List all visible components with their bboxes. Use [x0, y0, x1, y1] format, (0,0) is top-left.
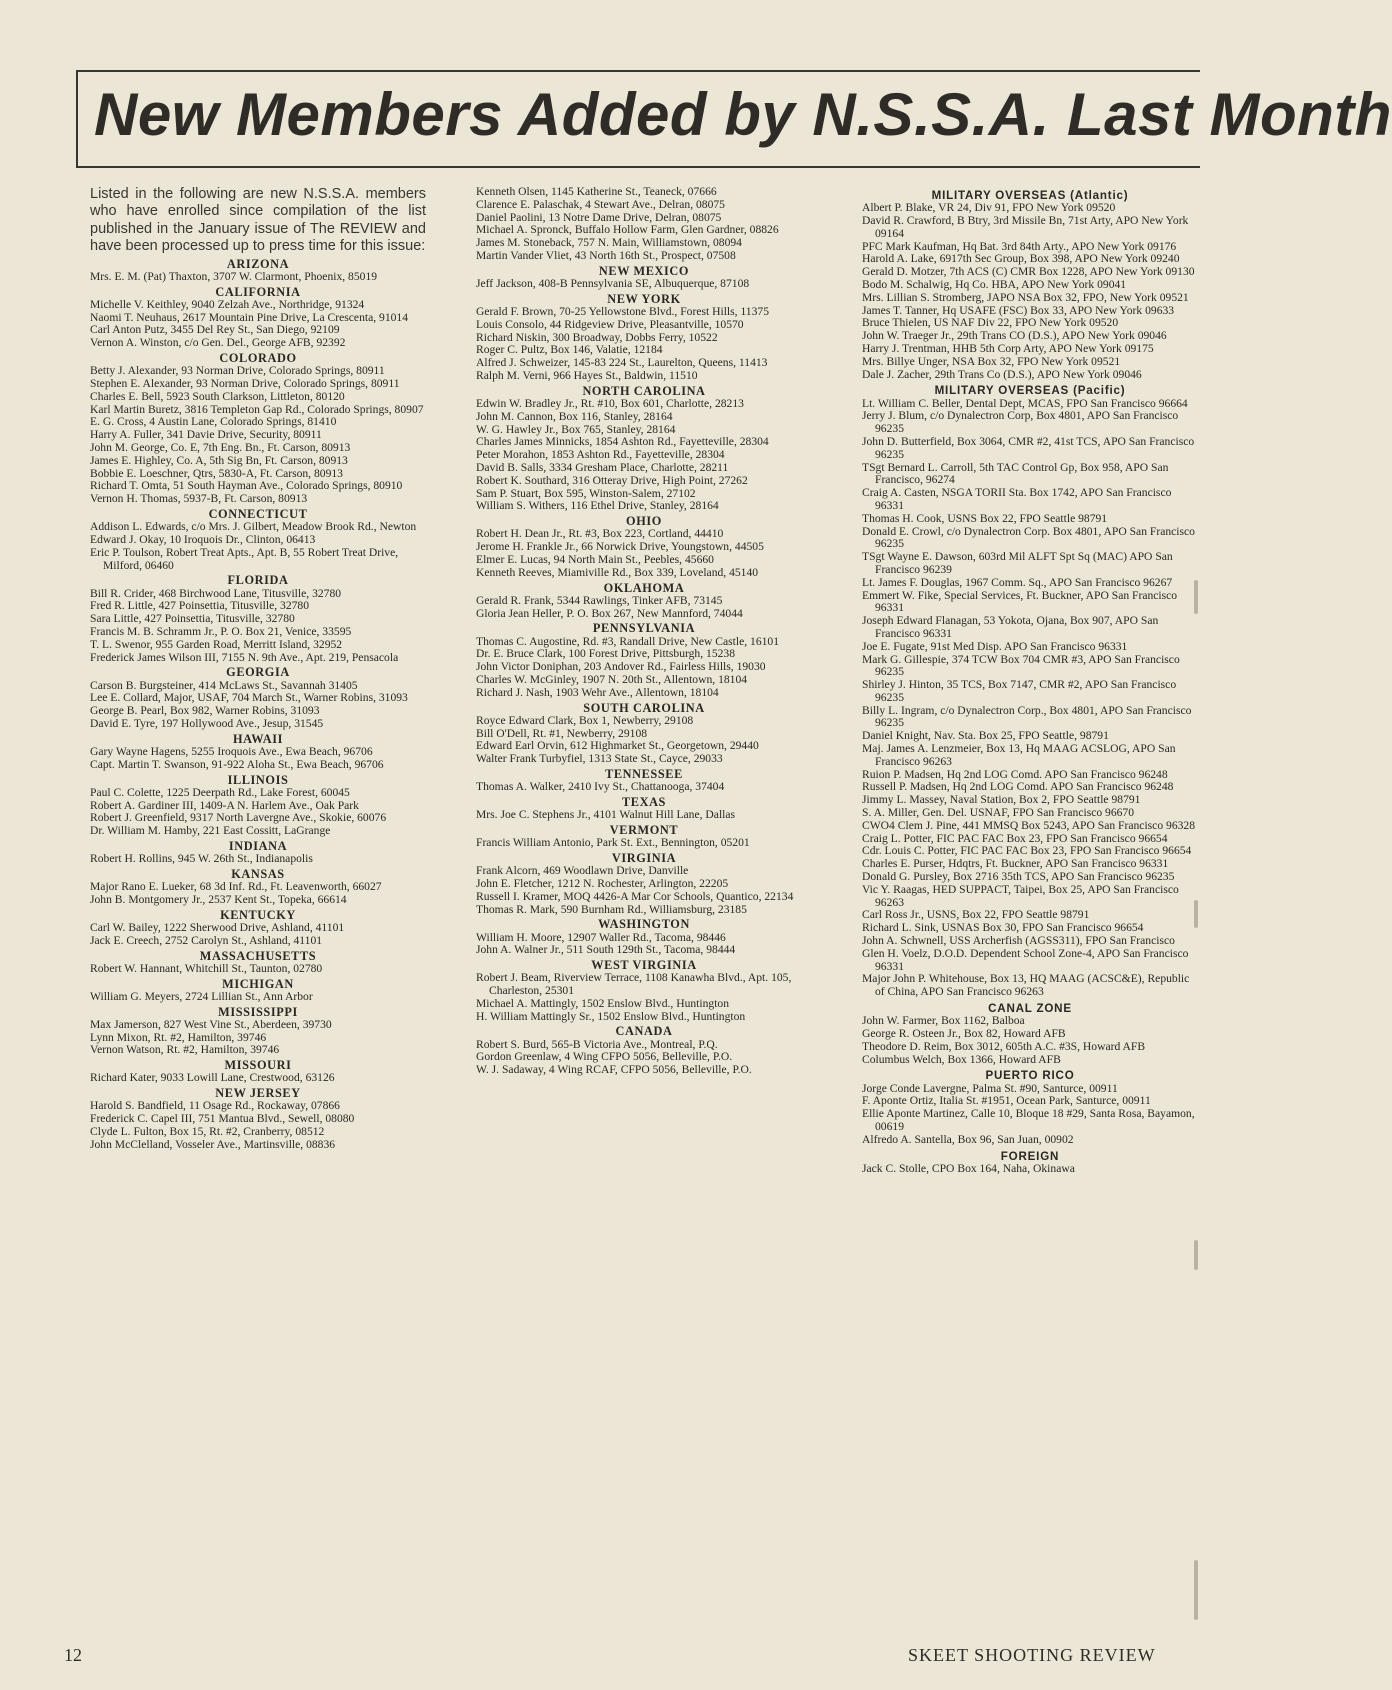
state-section	[476, 265, 812, 291]
section-heading: MICHIGAN	[222, 976, 294, 991]
section-heading: FLORIDA	[227, 573, 289, 588]
section-heading: SOUTH CAROLINA	[583, 700, 705, 715]
member-entry: John A. Walner Jr., 511 South 129th St., Tacoma, 98444	[476, 943, 736, 957]
state-section	[862, 1069, 1198, 1146]
section-heading: MILITARY OVERSEAS (Pacific)	[934, 384, 1126, 398]
member-entry: T. L. Swenor, 955 Garden Road, Merritt Island, 32952	[90, 637, 343, 651]
member-entry: Robert S. Burd, 565-B Victoria Ave., Montreal, P.Q.	[476, 1037, 718, 1051]
page-edge-mark	[1194, 1240, 1198, 1270]
section-heading: KENTUCKY	[220, 907, 296, 922]
member-entry: Paul C. Colette, 1225 Deerpath Rd., Lake Forest, 60045	[90, 785, 350, 799]
state-section	[90, 574, 426, 664]
member-entry: Robert H. Dean Jr., Rt. #3, Box 223, Cortland, 44410	[476, 527, 724, 541]
section-heading: COLORADO	[219, 351, 297, 366]
member-entry: Vernon A. Winston, c/o Gen. Del., George AFB, 92392	[90, 336, 346, 350]
state-section	[90, 258, 426, 284]
state-section	[862, 1002, 1198, 1066]
page-edge-mark	[1194, 1560, 1198, 1620]
member-entry: Major Rano E. Lueker, 68 3d Inf. Rd., Ft. Leavenworth, 66027	[90, 880, 382, 894]
member-entry: F. Aponte Ortiz, Italia St. #1951, Ocean Park, Santurce, 00911	[862, 1094, 1151, 1108]
section-heading: TENNESSEE	[605, 766, 683, 781]
member-entry: Jorge Conde Lavergne, Palma St. #90, Santurce, 00911	[862, 1081, 1118, 1095]
member-entry: John W. Farmer, Box 1162, Balboa	[862, 1014, 1025, 1028]
state-section	[90, 868, 426, 907]
member-entry: Robert J. Beam, Riverview Terrace, 1108 Kanawha Blvd., Apt. 105, Charleston, 25301	[476, 971, 792, 998]
member-entry: Robert H. Rollins, 945 W. 26th St., Indianapolis	[90, 852, 313, 866]
section-heading: CANAL ZONE	[988, 1002, 1072, 1016]
member-entry: Donald E. Crowl, c/o Dynalectron Corp. Box 4801, APO San Francisco 96235	[862, 524, 1195, 551]
member-entry: Richard Kater, 9033 Lowill Lane, Crestwood, 63126	[90, 1071, 335, 1085]
member-entry: James T. Tanner, Hq USAFE (FSC) Box 33, APO New York 09633	[862, 303, 1175, 317]
member-entry: Russell P. Madsen, Hq 2nd LOG Comd. APO San Francisco 96248	[862, 780, 1174, 794]
member-entry: Clyde L. Fulton, Box 15, Rt. #2, Cranberry, 08512	[90, 1124, 325, 1138]
member-entry: Joseph Edward Flanagan, 53 Yokota, Ojana, Box 907, APO San Francisco 96331	[862, 614, 1159, 640]
member-entry: Harry J. Trentman, HHB 5th Corp Arty, APO New York 09175	[862, 341, 1154, 355]
member-entry: John D. Butterfield, Box 3064, CMR #2, 41st TCS, APO San Francisco 96235	[862, 434, 1195, 461]
member-entry: Charles W. McGinley, 1907 N. 20th St., Allentown, 18104	[476, 672, 748, 686]
member-entry: Fred R. Little, 427 Poinsettia, Titusville, 32780	[90, 599, 310, 613]
member-entry: William H. Moore, 12907 Waller Rd., Tacoma, 98446	[476, 930, 726, 944]
member-entry: James M. Stoneback, 757 N. Main, Williamstown, 08094	[476, 236, 742, 250]
member-entry: Jack C. Stolle, CPO Box 164, Naha, Okinawa	[862, 1161, 1075, 1175]
member-entry: Vernon Watson, Rt. #2, Hamilton, 39746	[90, 1043, 280, 1057]
member-entry: Harold A. Lake, 6917th Sec Group, Box 398, APO New York 09240	[862, 252, 1180, 266]
state-section	[476, 702, 812, 766]
section-heading: NEW JERSEY	[215, 1086, 301, 1101]
member-entry: Louis Consolo, 44 Ridgeview Drive, Pleasantville, 10570	[476, 317, 744, 331]
member-entry: Harry A. Fuller, 341 Davie Drive, Security, 80911	[90, 428, 322, 442]
member-entry: Roger C. Pultz, Box 146, Valatie, 12184	[476, 343, 663, 357]
member-entry: Bill R. Crider, 468 Birchwood Lane, Titusville, 32780	[90, 586, 342, 600]
section-heading: OKLAHOMA	[603, 580, 685, 595]
member-entry: Eric P. Toulson, Robert Treat Apts., Apt. B, 55 Robert Treat Drive, Milford, 06460	[90, 545, 399, 572]
member-entry: TSgt Wayne E. Dawson, 603rd Mil ALFT Spt Sq (MAC) APO San Francisco 96239	[862, 550, 1173, 576]
state-section	[862, 189, 1198, 381]
state-section	[476, 959, 812, 1023]
member-entry: Richard J. Nash, 1903 Wehr Ave., Allentown, 18104	[476, 685, 719, 699]
member-entry: Thomas C. Augostine, Rd. #3, Randall Drive, New Castle, 16101	[476, 634, 780, 648]
state-section	[90, 508, 426, 572]
magazine-footer-title: SKEET SHOOTING REVIEW	[908, 1645, 1156, 1665]
member-entry: Gary Wayne Hagens, 5255 Iroquois Ave., Ewa Beach, 96706	[90, 744, 373, 758]
state-section	[862, 1150, 1198, 1176]
member-entry: Carl Anton Putz, 3455 Del Rey St., San Diego, 92109	[90, 323, 340, 337]
member-entry: Alfred J. Schweizer, 145-83 224 St., Laurelton, Queens, 11413	[476, 356, 768, 370]
section-heading: INDIANA	[228, 838, 288, 853]
member-entry: Martin Vander Vliet, 43 North 16th St., Prospect, 07508	[476, 248, 736, 262]
state-section	[90, 352, 426, 506]
member-entry: Lt. James F. Douglas, 1967 Comm. Sq., APO San Francisco 96267	[862, 575, 1173, 589]
member-entry: Russell I. Kramer, MOQ 4426-A Mar Cor Schools, Quantico, 22134	[476, 889, 794, 903]
member-entry: Bruce Thielen, US NAF Div 22, FPO New York 09520	[862, 316, 1119, 330]
member-entry: Ellie Aponte Martinez, Calle 10, Bloque 18 #29, Santa Rosa, Bayamon, 00619	[862, 1107, 1195, 1133]
member-entry: Carl W. Bailey, 1222 Sherwood Drive, Ashland, 41101	[90, 920, 345, 934]
state-section	[90, 840, 426, 866]
member-entry: Richard Niskin, 300 Broadway, Dobbs Ferry, 10522	[476, 330, 718, 344]
member-entry: Kenneth Reeves, Miamiville Rd., Box 339, Loveland, 45140	[476, 565, 759, 579]
section-heading: KANSAS	[231, 866, 285, 881]
section-heading: GEORGIA	[226, 665, 290, 680]
state-section	[476, 796, 812, 822]
member-entry: Charles E. Purser, Hdqtrs, Ft. Buckner, APO San Francisco 96331	[862, 857, 1169, 871]
member-entry: John M. Cannon, Box 116, Stanley, 28164	[476, 409, 673, 423]
member-entry: Robert K. Southard, 316 Otteray Drive, High Point, 27262	[476, 473, 748, 487]
state-section	[476, 852, 812, 916]
section-heading: HAWAII	[232, 731, 284, 746]
section-heading: ARIZONA	[226, 256, 290, 271]
member-entry: Albert P. Blake, VR 24, Div 91, FPO New York 09520	[862, 201, 1116, 215]
member-entry: John A. Schwnell, USS Archerfish (AGSS311), FPO San Francisco	[862, 934, 1175, 948]
section-heading: NORTH CAROLINA	[582, 383, 706, 398]
section-heading: WEST VIRGINIA	[591, 958, 697, 973]
member-entry: Edward Earl Orvin, 612 Highmarket St., Georgetown, 29440	[476, 739, 759, 753]
member-entry: Jerry J. Blum, c/o Dynalectron Corp, Box 4801, APO San Francisco 96235	[862, 409, 1179, 436]
section-heading: VERMONT	[609, 822, 679, 837]
member-entry: John Victor Doniphan, 203 Andover Rd., Fairless Hills, 19030	[476, 660, 766, 674]
state-section	[476, 824, 812, 850]
member-entry: William G. Meyers, 2724 Lillian St., Ann Arbor	[90, 989, 313, 1003]
member-entry: Joe E. Fugate, 91st Med Disp. APO San Francisco 96331	[862, 639, 1128, 653]
member-entry: Kenneth Olsen, 1145 Katherine St., Teaneck, 07666	[476, 185, 717, 198]
member-entry: George R. Osteen Jr., Box 82, Howard AFB	[862, 1027, 1066, 1041]
member-entry: John E. Fletcher, 1212 N. Rochester, Arlington, 22205	[476, 876, 729, 890]
member-column-2	[476, 186, 812, 1077]
state-section	[476, 385, 812, 513]
member-entry: Sam P. Stuart, Box 595, Winston-Salem, 27102	[476, 486, 696, 500]
section-heading: PUERTO RICO	[985, 1069, 1075, 1083]
member-entry: Jeff Jackson, 408-B Pennsylvania SE, Albuquerque, 87108	[476, 276, 750, 290]
member-entry: Edward J. Okay, 10 Iroquois Dr., Clinton, 06413	[90, 532, 316, 546]
section-heading: ILLINOIS	[227, 772, 289, 787]
member-column-1	[90, 186, 426, 1152]
member-entry: Thomas A. Walker, 2410 Ivy St., Chattanooga, 37404	[476, 780, 725, 794]
member-entry: David R. Crawford, B Btry, 3rd Missile Bn, 71st Arty, APO New York 09164	[862, 214, 1189, 240]
member-entry: David E. Tyre, 197 Hollywood Ave., Jesup, 31545	[90, 716, 324, 730]
section-heading: CONNECTICUT	[208, 506, 308, 521]
member-entry: Columbus Welch, Box 1366, Howard AFB	[862, 1052, 1061, 1066]
member-entry: Mrs. Lillian S. Stromberg, JAPO NSA Box 32, FPO, New York 09521	[862, 290, 1189, 304]
member-entry: Addison L. Edwards, c/o Mrs. J. Gilbert, Meadow Brook Rd., Newton	[90, 520, 417, 534]
section-heading: CANADA	[615, 1024, 673, 1039]
member-entry: Harold S. Bandfield, 11 Osage Rd., Rockaway, 07866	[90, 1099, 340, 1113]
member-entry: Mrs. Billye Unger, NSA Box 32, FPO New York 09521	[862, 354, 1121, 368]
member-entry: Lynn Mixon, Rt. #2, Hamilton, 39746	[90, 1030, 267, 1044]
member-entry: Naomi T. Neuhaus, 2617 Mountain Pine Drive, La Crescenta, 91014	[90, 310, 409, 324]
member-entry: W. G. Hawley Jr., Box 765, Stanley, 28164	[476, 422, 676, 436]
member-entry: Gloria Jean Heller, P. O. Box 267, New Mannford, 74044	[476, 606, 743, 620]
section-heading: FOREIGN	[1000, 1149, 1060, 1163]
member-entry: Robert J. Greenfield, 9317 North Lavergne Ave., Skokie, 60076	[90, 811, 387, 825]
member-entry: Daniel Knight, Nav. Sta. Box 25, FPO Seattle, 98791	[862, 729, 1109, 743]
member-entry: Francis M. B. Schramm Jr., P. O. Box 21, Venice, 33595	[90, 624, 352, 638]
member-entry: Billy L. Ingram, c/o Dynalectron Corp., Box 4801, APO San Francisco 96235	[862, 703, 1192, 730]
section-heading: PENNSYLVANIA	[592, 621, 696, 636]
member-entry: H. William Mattingly Sr., 1502 Enslow Blvd., Huntington	[476, 1009, 746, 1023]
member-entry: Thomas R. Mark, 590 Burnham Rd., Williamsburg, 23185	[476, 902, 747, 916]
member-entry: Walter Frank Turbyfiel, 1313 State St., Cayce, 29033	[476, 752, 723, 766]
member-entry: Donald G. Pursley, Box 2716 35th TCS, APO San Francisco 96235	[862, 870, 1175, 884]
member-entry: Shirley J. Hinton, 35 TCS, Box 7147, CMR #2, APO San Francisco 96235	[862, 678, 1177, 704]
member-entry: TSgt Bernard L. Carroll, 5th TAC Control Gp, Box 958, APO San Francisco, 96274	[862, 460, 1169, 487]
state-section	[476, 582, 812, 621]
member-entry: CWO4 Clem J. Pine, 441 MMSQ Box 5243, APO San Francisco 96328	[862, 818, 1196, 832]
member-entry: Charles E. Bell, 5923 South Clarkson, Littleton, 80120	[90, 389, 345, 403]
member-entry: Karl Martin Buretz, 3816 Templeton Gap Rd., Colorado Springs, 80907	[90, 402, 424, 416]
page-number: 12	[64, 1645, 82, 1665]
member-entry: Richard L. Sink, USNAS Box 30, FPO San Francisco 96654	[862, 921, 1144, 935]
member-entry: Ruion P. Madsen, Hq 2nd LOG Comd. APO San Francisco 96248	[862, 767, 1168, 781]
member-entry: Elmer E. Lucas, 94 North Main St., Peebles, 45660	[476, 552, 714, 566]
state-section	[90, 733, 426, 772]
member-entry: Jimmy L. Massey, Naval Station, Box 2, FPO Seattle 98791	[862, 793, 1141, 807]
member-entry: Michael A. Mattingly, 1502 Enslow Blvd., Huntington	[476, 996, 730, 1010]
member-column-3	[862, 186, 1198, 1176]
state-section	[90, 1059, 426, 1085]
member-entry: Craig A. Casten, NSGA TORII Sta. Box 1742, APO San Francisco 96331	[862, 486, 1172, 512]
state-section	[476, 918, 812, 957]
member-entry: Dale J. Zacher, 29th Trans Co (D.S.), APO New York 09046	[862, 367, 1142, 381]
member-entry: Carson B. Burgsteiner, 414 McLaws St., Savannah 31405	[90, 678, 358, 692]
section-heading: OHIO	[626, 514, 662, 529]
section-heading: WASHINGTON	[598, 917, 690, 932]
member-entry: Dr. William M. Hamby, 221 East Cossitt, LaGrange	[90, 824, 331, 838]
state-section	[90, 909, 426, 948]
section-heading: NEW YORK	[607, 291, 681, 306]
state-section	[476, 186, 812, 263]
page-title: New Members Added by N.S.S.A. Last Month	[94, 81, 1392, 148]
section-heading: TEXAS	[621, 794, 666, 809]
member-entry: George B. Pearl, Box 982, Warner Robins, 31093	[90, 704, 320, 718]
member-entry: Sara Little, 427 Poinsettia, Titusville, 32780	[90, 612, 295, 626]
intro-paragraph: Listed in the following are new N.S.S.A. members who have enrolled since compilation of the list published in the January issue of The REVIEW and have been processed up to press time for this issue:	[90, 186, 426, 255]
state-section	[90, 950, 426, 976]
member-entry: PFC Mark Kaufman, Hq Bat. 3rd 84th Arty., APO New York 09176	[862, 239, 1177, 253]
member-entry: Michael A. Spronck, Buffalo Hollow Farm, Glen Gardner, 08826	[476, 223, 779, 237]
member-entry: Betty J. Alexander, 93 Norman Drive, Colorado Springs, 80911	[90, 364, 385, 378]
member-entry: Mrs. E. M. (Pat) Thaxton, 3707 W. Clarmont, Phoenix, 85019	[90, 269, 378, 283]
member-entry: Royce Edward Clark, Box 1, Newberry, 29108	[476, 713, 694, 727]
member-entry: E. G. Cross, 4 Austin Lane, Colorado Springs, 81410	[90, 415, 337, 429]
member-entry: W. J. Sadaway, 4 Wing RCAF, CFPO 5056, Belleville, P.O.	[476, 1063, 752, 1077]
member-entry: Bobbie E. Loeschner, Qtrs, 5830-A, Ft. Carson, 80913	[90, 466, 343, 480]
member-entry: Peter Morahon, 1853 Ashton Rd., Fayetteville, 28304	[476, 448, 725, 462]
section-heading: MISSOURI	[224, 1058, 292, 1073]
member-entry: Dr. E. Bruce Clark, 100 Forest Drive, Pittsburgh, 15238	[476, 647, 736, 661]
member-entry: Lt. William C. Beller, Dental Dept, MCAS, FPO San Francisco 96664	[862, 396, 1188, 410]
member-entry: Alfredo A. Santella, Box 96, San Juan, 00902	[862, 1132, 1074, 1146]
state-section	[90, 978, 426, 1004]
member-entry: Ralph M. Verni, 966 Hayes St., Baldwin, 11510	[476, 368, 698, 382]
section-heading: CALIFORNIA	[215, 284, 301, 299]
member-entry: Frederick C. Capel III, 751 Mantua Blvd., Sewell, 08080	[90, 1112, 355, 1126]
page-edge-mark	[1194, 900, 1198, 928]
member-entry: Mrs. Joe C. Stephens Jr., 4101 Walnut Hill Lane, Dallas	[476, 808, 736, 822]
state-section	[90, 1087, 426, 1151]
member-entry: Bill O'Dell, Rt. #1, Newberry, 29108	[476, 726, 648, 740]
state-section	[90, 286, 426, 350]
state-section	[862, 384, 1198, 999]
member-entry: Gerald F. Brown, 70-25 Yellowstone Blvd., Forest Hills, 11375	[476, 304, 769, 318]
section-heading: NEW MEXICO	[598, 263, 690, 278]
member-entry: Edwin W. Bradley Jr., Rt. #10, Box 601, Charlotte, 28213	[476, 396, 744, 410]
member-entry: Major John P. Whitehouse, Box 13, HQ MAAG (ACSC&E), Republic of China, APO San Francisco 96263	[862, 972, 1190, 999]
member-entry: Richard T. Omta, 51 South Hayman Ave., Colorado Springs, 80910	[90, 479, 403, 493]
member-entry: Robert W. Hannant, Whitchill St., Taunton, 02780	[90, 961, 323, 975]
member-entry: John B. Montgomery Jr., 2537 Kent St., Topeka, 66614	[90, 892, 347, 906]
member-entry: Stephen E. Alexander, 93 Norman Drive, Colorado Springs, 80911	[90, 377, 400, 391]
member-entry: Emmert W. Fike, Special Services, Ft. Buckner, APO San Francisco 96331	[862, 588, 1178, 615]
member-entry: Robert A. Gardiner III, 1409-A N. Harlem Ave., Oak Park	[90, 798, 359, 812]
member-entry: Jerome H. Frankle Jr., 66 Norwick Drive, Youngstown, 44505	[476, 540, 764, 554]
section-heading: MILITARY OVERSEAS (Atlantic)	[931, 189, 1129, 202]
member-entry: Mark G. Gillespie, 374 TCW Box 704 CMR #3, APO San Francisco 96235	[862, 652, 1180, 679]
member-entry: Maj. James A. Lenzmeier, Box 13, Hq MAAG ACSLOG, APO San Francisco 96263	[862, 742, 1176, 768]
member-entry: S. A. Miller, Gen. Del. USNAF, FPO San Francisco 96670	[862, 806, 1135, 820]
member-entry: Max Jamerson, 827 West Vine St., Aberdeen, 39730	[90, 1017, 332, 1031]
member-entry: Francis William Antonio, Park St. Ext., Bennington, 05201	[476, 836, 750, 850]
member-entry: Daniel Paolini, 13 Notre Dame Drive, Delran, 08075	[476, 210, 722, 224]
member-entry: Theodore D. Reim, Box 3012, 605th A.C. #3S, Howard AFB	[862, 1039, 1146, 1053]
section-heading: MASSACHUSETTS	[199, 948, 317, 963]
member-entry: Gerald R. Frank, 5344 Rawlings, Tinker AFB, 73145	[476, 593, 723, 607]
member-entry: Frederick James Wilson III, 7155 N. 9th Ave., Apt. 219, Pensacola	[90, 650, 399, 664]
member-entry: Lee E. Collard, Major, USAF, 704 March St., Warner Robins, 31093	[90, 691, 408, 705]
member-entry: David B. Salls, 3334 Gresham Place, Charlotte, 28211	[476, 460, 729, 474]
member-entry: Craig L. Potter, FIC PAC FAC Box 23, FPO San Francisco 96654	[862, 831, 1168, 845]
state-section	[476, 1025, 812, 1077]
member-entry: Capt. Martin T. Swanson, 91-922 Aloha St., Ewa Beach, 96706	[90, 757, 384, 771]
member-entry: Vernon H. Thomas, 5937-B, Ft. Carson, 80913	[90, 492, 308, 506]
member-entry: Thomas H. Cook, USNS Box 22, FPO Seattle 98791	[862, 511, 1108, 525]
member-entry: Clarence E. Palaschak, 4 Stewart Ave., Delran, 08075	[476, 197, 725, 211]
state-section	[90, 774, 426, 838]
state-section	[476, 622, 812, 699]
member-entry: Gerald D. Motzer, 7th ACS (C) CMR Box 1228, APO New York 09130	[862, 265, 1195, 279]
member-entry: Glen H. Voelz, D.O.D. Dependent School Zone-4, APO San Francisco 96331	[862, 946, 1189, 973]
member-entry: Charles James Minnicks, 1854 Ashton Rd., Fayetteville, 28304	[476, 435, 769, 449]
member-entry: Cdr. Louis C. Potter, FIC PAC FAC Box 23, FPO San Francisco 96654	[862, 844, 1192, 858]
member-entry: John W. Traeger Jr., 29th Trans CO (D.S.), APO New York 09046	[862, 329, 1167, 343]
member-entry: Jack E. Creech, 2752 Carolyn St., Ashland, 41101	[90, 933, 323, 947]
state-section	[476, 515, 812, 579]
member-entry: James E. Highley, Co. A, 5th Sig Bn, Ft. Carson, 80913	[90, 453, 348, 467]
member-entry: John M. George, Co. E, 7th Eng. Bn., Ft. Carson, 80913	[90, 441, 351, 454]
member-entry: John McClelland, Vosseler Ave., Martinsville, 08836	[90, 1137, 336, 1151]
member-entry: Frank Alcorn, 469 Woodlawn Drive, Danville	[476, 864, 689, 878]
page-edge-mark	[1194, 580, 1198, 614]
member-entry: Michelle V. Keithley, 9040 Zelzah Ave., Northridge, 91324	[90, 297, 365, 311]
member-entry: William S. Withers, 116 Ethel Drive, Stanley, 28164	[476, 499, 719, 513]
state-section	[476, 768, 812, 794]
state-section	[90, 666, 426, 730]
member-entry: Vic Y. Raagas, HED SUPPACT, Taipei, Box 25, APO San Francisco 96263	[862, 882, 1179, 909]
member-entry: Gordon Greenlaw, 4 Wing CFPO 5056, Belleville, P.O.	[476, 1050, 733, 1064]
state-section	[90, 1006, 426, 1058]
state-section	[476, 293, 812, 383]
member-entry: Bodo M. Schalwig, Hq Co. HBA, APO New York 09041	[862, 277, 1127, 291]
member-entry: Carl Ross Jr., USNS, Box 22, FPO Seattle 98791	[862, 908, 1090, 922]
section-heading: MISSISSIPPI	[218, 1004, 298, 1019]
section-heading: VIRGINIA	[611, 850, 677, 865]
